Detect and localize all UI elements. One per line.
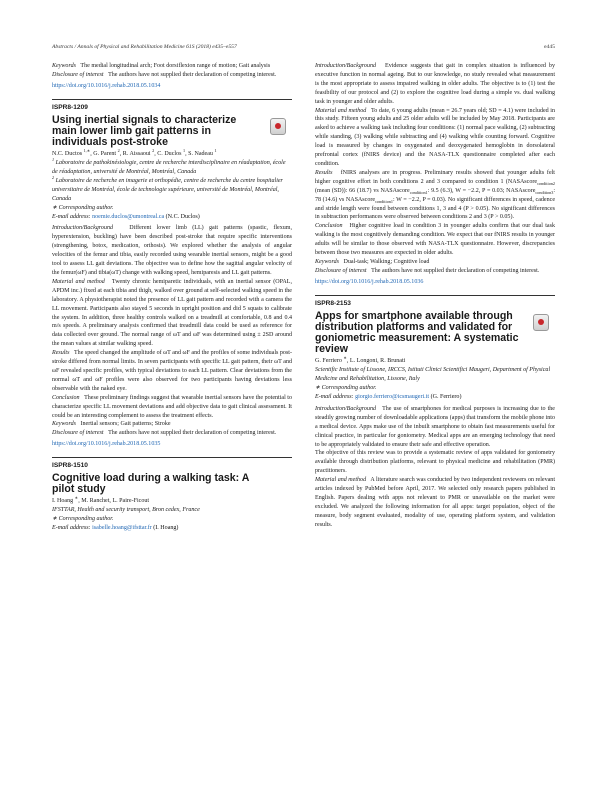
objective-paragraph: The objective of this review was to provide a systematic review of apps validated for goniometry available through distribution platforms, relevant to physical medicine and rehabilitation (PMR) practitioners. — [315, 450, 555, 475]
affiliation: Scientific Institute of Lissone, IRCCS, Istituti Clinici Scientifici Maugeri, Department of Physical Medicine and Rehabilitation, Lissone, Italy — [315, 367, 551, 383]
email-link[interactable]: giorgio.ferriero@icsmaugeri.it — [355, 394, 430, 400]
author-list: N.C. Ductos $^{1,∗}$, G. Parent $^2$, R. Aissaoui $^2$, C. Duclos $^1$, S. Nadeau $^1$ — [52, 148, 217, 158]
disclosure-line: Disclosure of interest The authors have not supplied their declaration of competing interest. — [52, 430, 277, 437]
email-line: E-mail address: isabelle.hoang@ifsttar.fr (I. Hoang) — [52, 525, 179, 532]
email-link[interactable]: isabelle.hoang@ifsttar.fr — [92, 525, 152, 532]
page-number: e445 — [544, 44, 555, 50]
abstract-title: Cognitive load during a walking task: A pilot study — [52, 472, 249, 496]
abstract-title: Using inertial signals to characterize main lower limb gait patterns in individuals post-stroke — [52, 113, 237, 149]
intro-paragraph: Introduction/Background The use of smartphones for medical purposes is increasing due to the steadily growing number of downloadable applications (apps) that transform the mobile phone into a medical device. Apps make use of the inbuilt smartphone to obtain fast measurements useful for clinical practice, in particular for goniometry. Medical apps are an emerging technology that need to be appropriately validated to ensure their safe and effective operation. — [315, 405, 555, 448]
section-divider — [52, 99, 292, 100]
affiliation: IFSTTAR, Health and security transport, Bron cedex, France — [52, 507, 200, 514]
methods-paragraph: Material and method Twenty chronic hemiparetic individuals, with an inertial sensor (OPAL, APDM inc.) fixed at each tibia and thigh, walked over ground at self-selected walking speed in the laboratory. A physiotherapist noted the presence of LL gait pattern and recorded with a camera the LL movement. Participants also stayed 5 seconds in upright position and did 5 squats to calibrate the system. In addition, three healthy controls walked on a treadmill at comfortable, 0.8 and 0.4 m/s speeds. A preliminary analysis confirmed that treadmill data could be used as reference for data collected over ground. The normal range of ωT and ωF was determined using ± 2SD around the mean values at similar walking speed. — [52, 278, 292, 348]
abstract-header — [52, 115, 292, 149]
doi-link[interactable]: https://doi.org/10.1016/j.rehab.2018.05.1034 — [52, 82, 161, 89]
corresponding-note: ∗ Corresponding author. — [52, 204, 114, 211]
affiliation: $^1$ Laboratoire de pathokinésiologie, centre de recherche interdisciplinaire en réadaptation, école de réadaptation, université de Montréal, Montréal, Canada — [52, 157, 286, 176]
results-paragraph: Results fNIRS analyses are in progress. Preliminary results showed that younger adults felt higher cognitive effort in both conditions 2 and 3 compared to condition 1 (NASAscore$_{condition2}$ (mean (SD)): 66 (18.7) vs NASAscore$_{condition1}$: 9.5 (6.3), W = −2.2, P = 0.03; NASAscore$_{condition3}$: 78 (14.6) vs NASAscore$_{condition1}$: W = −2.2, P = 0.03). No significant differences in speed, cadence and stride length were found between conditions 1, 3 and 4 (P > 0.05). No significant differences in subtraction performances were observed between conditions 2 and 3 (P > 0.05). — [315, 169, 556, 221]
section-divider — [52, 457, 292, 458]
intro-paragraph: Introduction/Background Different lower limb (LL) gait patterns (spastic, flexum, hyperextension, buckling) have been described post-stroke that require specific interventions (strengthening, botox, medication, orthosis). We explored whether the analysis of angular velocities of the femur and tibia, easily recorded using wearable inertial sensors, might be a good tool to assess LL gait deviations. The objective was to define how the sagittal angular velocity of the femur(ωF) and tibia(ωT) change with walking speed, hemiparesis and LL gait patterns. — [52, 225, 293, 277]
email-link[interactable]: noemie.duclos@umontreal.ca — [92, 213, 165, 220]
doi-link[interactable]: https://doi.org/10.1016/j.rehab.2018.05.1035 — [52, 441, 161, 448]
keywords-line: Keywords Inertial sensors; Gait patterns; Stroke — [52, 421, 171, 428]
crossmark-icon[interactable] — [270, 118, 286, 135]
corresponding-note: ∗ Corresponding author. — [315, 385, 377, 392]
conclusion-paragraph: Conclusion Higher cognitive load in condition 3 in younger adults confirm that our dual task walking is the most cognitively demanding condition. We expect that our fNIRS results in younger adults will be similar to those observed with NASA-TLX questionnaire. However, discrepancies between those two measures are expected in older adults. — [315, 223, 555, 257]
abstract-id: ISPR8-1209 — [52, 103, 88, 111]
left-column — [52, 62, 292, 533]
running-head-title: Abstracts / Annals of Physical and Rehabilitation Medicine 61S (2018) e435–e557 — [52, 44, 237, 50]
email-line: E-mail address: giorgio.ferriero@icsmaugeri.it (G. Ferriero) — [315, 394, 462, 400]
keywords-line: Keywords Dual-task; Walking; Cognitive load — [315, 258, 430, 265]
methods-paragraph: Material and method A literature search was conducted by two independent reviewers on relevant articles indexed by PubMed before April, 2017. We selected only research papers published in English. Papers dealing with apps not relevant to PMR or unavailable on the market were excluded. We analyzed the following information for all apps: target population, object of the measure, body segment evaluated, modality of use, operating platform system, and validation results. — [315, 477, 555, 528]
doi-link[interactable]: https://doi.org/10.1016/j.rehab.2018.05.1036 — [315, 278, 424, 285]
disclosure-line: Disclosure of interest The authors have not supplied their declaration of competing interest. — [315, 267, 540, 274]
abstract-id: ISPR8-2153 — [315, 299, 351, 307]
abstract-id: ISPR8-1510 — [52, 462, 88, 470]
running-head — [52, 44, 555, 50]
author-list: G. Ferriero ∗, L. Longoni, R. Brunati — [315, 355, 406, 365]
methods-paragraph: Material and method To date, 6 young adults (mean = 26.7 years old; SD = 4.1) were included in this study. Fifteen young adults and 25 older adults will be included by May 2018. Participants are asked to achieve a walking task including four conditions: (1) normal pace walking, (2) subtracting while standing, (3) walking while subtracting and (4) walking while counting forward. Cognitive load is measured by changes in oxygenated and deoxygenated hemoglobin in dorsolateral prefrontal cortex (fNIRS device) and the NASA-TLX questionnaire completed after each condition. — [315, 107, 556, 167]
abstract-header — [52, 473, 292, 495]
right-column — [315, 62, 555, 530]
conclusion-paragraph: Conclusion These preliminary findings suggest that wearable inertial sensors have the potential to characterize specific LL movement deviations and add objective data to gait clinical assessment. It could be an interesting complement to assess the treatment effects. — [52, 394, 293, 419]
author-list: I. Hoang ∗, M. Ranchet, L. Paire-Ficout — [52, 495, 150, 505]
email-line: E-mail address: noemie.duclos@umontreal.ca (N.C. Duclos) — [52, 213, 200, 220]
corresponding-note: ∗ Corresponding author. — [52, 516, 114, 523]
results-paragraph: Results The speed changed the amplitude of ωT and ωF and the profiles of some individuals post-stroke differed from normal limits. In seven participants with specific LL gait pattern, their ωT and ωF revealed specific profiles, with typical deviations to each LL pattern. Clear deviations from the normal ωT and ωF profiles were also observed for two participants having deviations less observable with the naked eye. — [52, 350, 292, 392]
abstract-title: Apps for smartphone available through distribution platforms and validated for goniometric measurement: A systematic review — [315, 309, 519, 356]
crossmark-icon[interactable] — [533, 314, 549, 331]
affiliation: $^2$ Laboratoire de recherche en imagerie et orthopédie, centre de recherche du centre hospitalier universitaire de Montréal, école de technologie supérieure, université de Montréal, Montréal, Canada — [52, 174, 283, 202]
intro-paragraph: Introduction/Background Evidence suggests that gait in complex situation is influenced by executive function in normal ageing. But to our knowledge, no study revealed what measurement is the most appropriate to assess impaired walking in older adults. The objective is to (1) test the feasibility of our protocol and (2) to explore the cognitive load during a simple vs. dual walking task in younger and older adults. — [315, 63, 555, 105]
disclosure-line: Disclosure of interest The authors have not supplied their declaration of competing interest. — [52, 71, 277, 78]
section-divider — [315, 295, 555, 296]
abstract-header — [315, 311, 555, 356]
keywords-line: Keywords The medial longitudinal arch; Foot dorsiflexion range of motion; Gait analysis — [52, 63, 271, 69]
